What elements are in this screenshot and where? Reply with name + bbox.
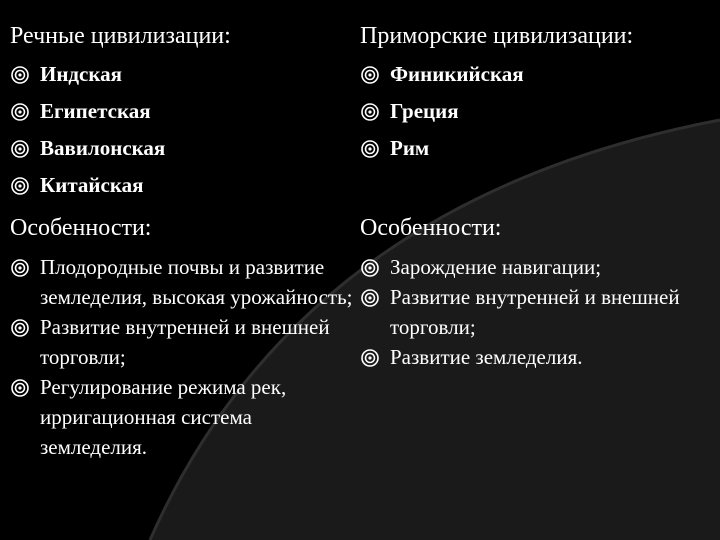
sea-features-heading: Особенности: xyxy=(360,215,502,241)
sea-civilizations-list xyxy=(360,56,715,167)
list-item xyxy=(360,342,715,372)
target-bullet-icon xyxy=(10,378,30,398)
river-civilizations-list xyxy=(10,56,355,204)
target-bullet-icon xyxy=(10,176,30,196)
river-civilizations-heading: Речные цивилизации: xyxy=(10,23,231,49)
river-features-list xyxy=(10,252,355,462)
list-item-label: Развитие земледелия. xyxy=(390,345,583,369)
list-item-label: Рим xyxy=(390,136,430,160)
list-item xyxy=(10,372,355,462)
list-item xyxy=(360,252,715,282)
list-item-label: Регулирование режима рек, ирригационная система земледелия. xyxy=(40,375,287,459)
list-item-label: Греция xyxy=(390,99,459,123)
list-item xyxy=(10,56,355,93)
target-bullet-icon xyxy=(10,318,30,338)
sea-civilizations-heading: Приморские цивилизации: xyxy=(360,23,634,49)
target-bullet-icon xyxy=(360,348,380,368)
list-item-label: Египетская xyxy=(40,99,151,123)
list-item xyxy=(10,252,355,312)
list-item-label: Плодородные почвы и развитие земледелия, высокая урожайность; xyxy=(40,255,353,309)
list-item xyxy=(10,167,355,204)
target-bullet-icon xyxy=(10,258,30,278)
river-features-heading: Особенности: xyxy=(10,215,152,241)
list-item xyxy=(360,130,715,167)
list-item-label: Зарождение навигации; xyxy=(390,255,602,279)
list-item xyxy=(360,282,715,342)
list-item-label: Развитие внутренней и внешней торговли; xyxy=(40,315,330,369)
sea-features-list xyxy=(360,252,715,372)
target-bullet-icon xyxy=(360,102,380,122)
list-item xyxy=(360,93,715,130)
list-item-label: Вавилонская xyxy=(40,136,166,160)
target-bullet-icon xyxy=(360,288,380,308)
list-item xyxy=(360,56,715,93)
list-item-label: Китайская xyxy=(40,173,144,197)
list-item-label: Индская xyxy=(40,62,123,86)
list-item xyxy=(10,93,355,130)
target-bullet-icon xyxy=(360,139,380,159)
target-bullet-icon xyxy=(360,258,380,278)
sea-civilizations-column xyxy=(360,0,715,540)
target-bullet-icon xyxy=(10,65,30,85)
list-item-label: Финикийская xyxy=(390,62,524,86)
target-bullet-icon xyxy=(10,102,30,122)
list-item xyxy=(10,130,355,167)
target-bullet-icon xyxy=(10,139,30,159)
target-bullet-icon xyxy=(360,65,380,85)
list-item-label: Развитие внутренней и внешней торговли; xyxy=(390,285,680,339)
river-civilizations-column xyxy=(10,0,355,540)
list-item xyxy=(10,312,355,372)
